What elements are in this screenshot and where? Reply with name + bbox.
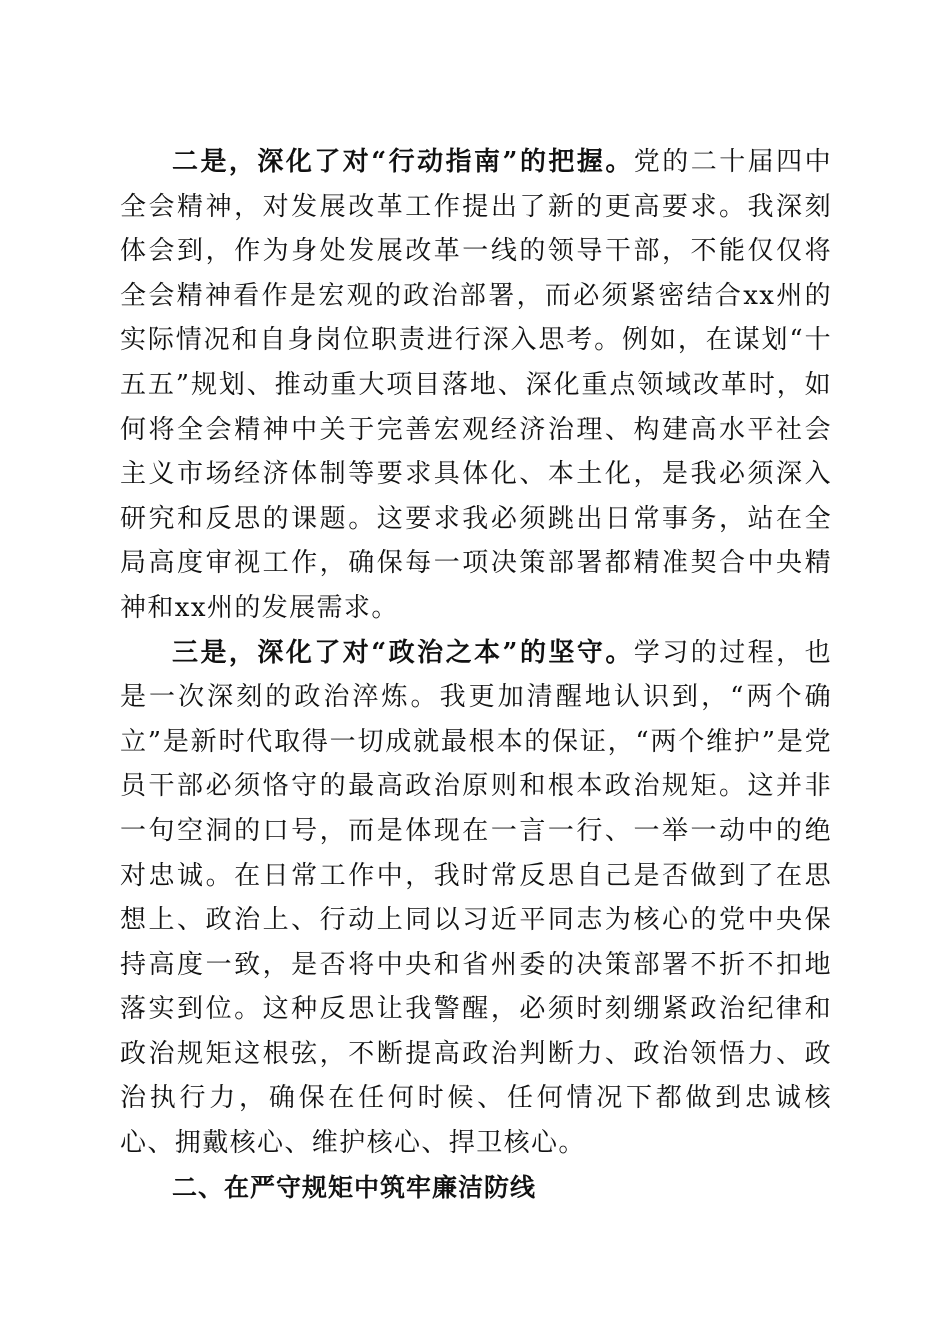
paragraph-lead: 三是，深化了对“政治之本”的坚守。 xyxy=(172,637,634,668)
paragraph-political-foundation xyxy=(120,631,832,1166)
section-heading: 二、在严守规矩中筑牢廉洁防线 xyxy=(172,1172,537,1202)
paragraph-text: 党的二十届四中全会精神，对发展改革工作提出了新的更高要求。我深刻体会到，作为身处发展改革一线的领导干部，不能仅仅将全会精神看作是宏观的政治部署，而必须紧密结合xx州的实际情况和自身岗位职责进行深入思考。例如，在谋划“十五五”规划、推动重大项目落地、深化重点领域改革时，如何将全会精神中关于完善宏观经济治理、构建高水平社会主义市场经济体制等要求具体化、本土化，是我必须深入研究和反思的课题。这要求我必须跳出日常事务，站在全局高度审视工作，确保每一项决策部署都精准契合中央精神和xx州的发展需求。 xyxy=(120,147,832,623)
paragraph-lead: 二是，深化了对“行动指南”的把握。 xyxy=(172,147,634,177)
document-body xyxy=(120,140,832,1210)
paragraph-text: 学习的过程，也是一次深刻的政治淬炼。我更加清醒地认识到，“两个确立”是新时代取得一切成就最根本的保证，“两个维护”是党员干部必须恪守的最高政治原则和根本政治规矩。这并非一句空洞的口号，而是体现在一言一行、一举一动中的绝对忠诚。在日常工作中，我时常反思自己是否做到了在思想上、政治上、行动上同以习近平同志为核心的党中央保持高度一致，是否将中央和省州委的决策部署不折不扣地落实到位。这种反思让我警醒，必须时刻绷紧政治纪律和政治规矩这根弦，不断提高政治判断力、政治领悟力、政治执行力，确保在任何时候、任何情况下都做到忠诚核心、拥戴核心、维护核心、捍卫核心。 xyxy=(120,637,832,1159)
paragraph-action-guide xyxy=(120,140,832,631)
